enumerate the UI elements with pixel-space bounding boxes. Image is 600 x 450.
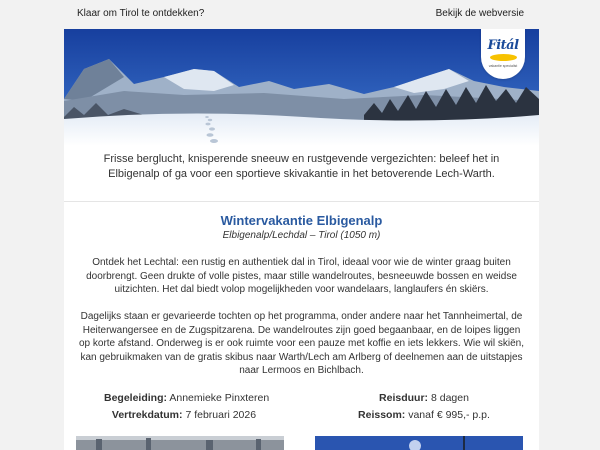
divider	[64, 201, 539, 202]
trip-subtitle: Elbigenalp/Lechdal – Tirol (1050 m)	[222, 230, 381, 241]
trip-paragraph-2: Dagelijks staan er gevarieerde tochten op het programma, onder andere naar het Tannheimertal, de Heiterwangersee en de Zugspitzarena. De wandelroutes zijn goed begaanbaar, en de loipes liggen op korte afstand. Onderweg is er ook ruimte voor een pauze met koffie en iets lekkers. Wie wil skiën, kan gebruikmaken van de gratis skibus naar Warth/Lech am Arlberg of deelnemen aan de uitstapjes naar Lermoos en Bichlbach.	[78, 311, 525, 376]
thumbnail-image-1[interactable]	[76, 436, 284, 450]
trip-title: Wintervakantie Elbigenalp	[220, 213, 383, 228]
preheader	[64, 0, 539, 28]
intro-text: Frisse berglucht, knisperende sneeuw en rustgevende vergezichten: beleef het in Elbigenalp of ga voor een sportieve skivakantie in het betoverende Lech-Warth.	[103, 153, 500, 180]
price-row	[344, 407, 504, 424]
guide-row	[104, 390, 270, 407]
preheader-tagline: Klaar om Tirol te ontdekken?	[77, 8, 205, 19]
guide-value: Annemieke Pinxteren	[169, 392, 270, 404]
trip-details-right	[344, 390, 504, 424]
departure-value: 7 februari 2026	[185, 409, 257, 421]
thumbnail-image-2[interactable]	[315, 436, 523, 450]
web-version-link[interactable]: Bekijk de webversie	[435, 8, 524, 19]
departure-row	[104, 407, 264, 424]
trip-paragraph-1: Ontdek het Lechtal: een rustig en authentiek dal in Tirol, ideaal voor wie de winter graag buiten doorbrengt. Geen drukte of volle pistes, maar stille wandelroutes, besneeuwde bossen en weidse uitzichten. Het dal biedt volop mogelijkheden voor wandelaars, langlaufers én skiërs.	[86, 257, 517, 295]
logo-swoosh-icon	[490, 54, 517, 61]
email-card	[64, 29, 539, 450]
price-label: Reissom:	[358, 409, 406, 421]
hero-image	[64, 29, 539, 146]
duration-row	[344, 390, 504, 407]
winter-forest-image	[76, 436, 284, 450]
price-value: vanaf € 995,- p.p.	[408, 409, 490, 421]
logo-wordmark: Fitál	[487, 38, 519, 53]
departure-label: Vertrekdatum:	[111, 409, 183, 421]
guide-label: Begeleiding:	[104, 392, 168, 404]
fital-logo[interactable]	[481, 29, 525, 79]
trip-details-left	[104, 390, 270, 424]
sunny-sky-image	[315, 436, 523, 450]
logo-tagline: vakantie specialist	[488, 64, 518, 68]
duration-label: Reisduur:	[379, 392, 429, 404]
duration-value: 8 dagen	[430, 392, 469, 404]
mountain-landscape-image	[64, 29, 539, 146]
